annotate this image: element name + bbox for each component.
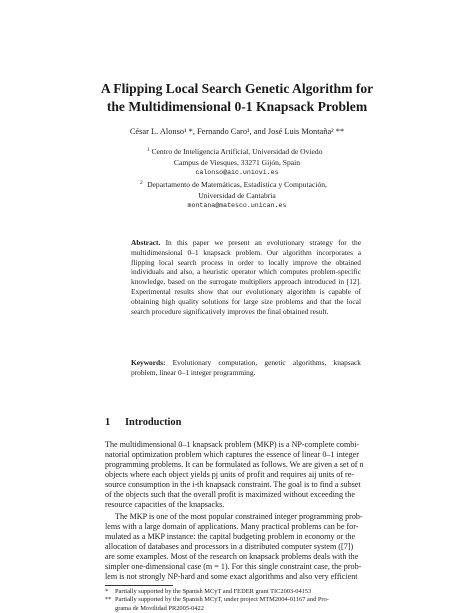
body-line: lem is not strongly NP-hard and some exact algorithms and also very efficient	[105, 572, 358, 581]
body-line: resource capacities of the knapsacks.	[105, 500, 225, 509]
affiliation-line: Universidad de Cantabria	[198, 190, 276, 200]
body-line: objects where each object yields pj units of profit and requires aij units of re-	[105, 470, 355, 479]
affiliation-line: Departamento de Matemáticas, Estadística y Computación,	[147, 180, 327, 189]
body-line: programming problems. It can be formulated as follows. We are given a set of n	[105, 460, 364, 469]
abstract	[131, 238, 361, 316]
abstract-label: Abstract.	[131, 238, 161, 247]
section-number: 1	[105, 417, 111, 428]
affiliation-1	[60, 147, 414, 179]
footnote	[105, 596, 371, 613]
affiliation-mark: 1	[147, 147, 150, 153]
abstract-text: In this paper we present an evolutionary strategy for the multidimensional 0–1 knapsack problem. Our algorithm incorporates a flipping local search process in order to locally improve the obtained individuals and also, a heuristic operator which computes problem-specific knowledge, based on the surrogate multipliers approach introduced in [12]. Experimental results show that our evolutionary algorithm is capable of obtaining high quality solutions for large size problems and that the local search procedure significatively improves the final obtained result.	[131, 238, 361, 316]
body-line: source consumption in the i-th knapsack constraint. The goal is to find a subset	[105, 480, 361, 489]
body-line: The multidimensional 0–1 knapsack problem (MKP) is a NP-complete combi-	[105, 440, 360, 449]
body-line: allocation of databases and processors in a distributed computer system ([7])	[105, 542, 354, 551]
affiliation-email: calonso@aic.uniovi.es	[195, 169, 279, 177]
affiliation-2	[60, 180, 414, 212]
footnote-text: grama de Movilidad PR2005-0422	[115, 604, 204, 612]
keywords	[131, 358, 361, 378]
affiliation-email: montana@matesco.unican.es	[187, 202, 287, 210]
footnote-mark: **	[105, 596, 112, 603]
body-line: The MKP is one of the most popular constrained integer programming prob-	[115, 512, 363, 521]
title-line: A Flipping Local Search Genetic Algorithm for	[100, 81, 374, 96]
footnote-text: Partially supported by the Spanish MCyT and FEDER grant TIC2003-04153	[115, 588, 312, 595]
body-line: of the objects such that the overall profit is maximized without exceeding the	[105, 490, 355, 499]
affiliation-mark: 2	[140, 180, 143, 186]
body-line: lems with a large domain of applications. Many practical problems can be for-	[105, 522, 359, 531]
keywords-text: Evolutionary computation, genetic algorithms, knapsack problem, linear 0–1 integer programming.	[131, 358, 361, 377]
footnote-rule	[105, 585, 173, 586]
body-line: mulated as a MKP instance: the capital budgeting problem in economy or the	[105, 532, 356, 541]
footnote-mark: *	[105, 588, 109, 595]
paper-title	[60, 80, 414, 116]
keywords-label: Keywords:	[131, 358, 166, 367]
section-heading	[105, 417, 181, 429]
title-line: the Multidimensional 0-1 Knapsack Problem	[106, 99, 368, 114]
section-title: Introduction	[125, 417, 182, 428]
affiliation-line: Campus de Viesques, 33271 Gijón, Spain	[173, 157, 301, 167]
body-line: natorial optimization problem which captures the essence of linear 0–1 integer	[105, 450, 359, 459]
body-line: are some examples. Most of the research on knapsack problems deals with the	[105, 552, 359, 561]
affiliation-line: Centro de Inteligencia Artificial, Universidad de Oviedo	[151, 147, 323, 156]
body-line: simpler one-dimensional case (m = 1). For this single constraint case, the prob-	[105, 562, 362, 571]
footnote-text: Partially supported by the Spanish MCyT, under project MTM2004-01167 and Pro-	[115, 596, 329, 603]
author-list: César L. Alonso¹ *, Fernando Caro¹, and José Luis Montaña² **	[129, 127, 345, 136]
